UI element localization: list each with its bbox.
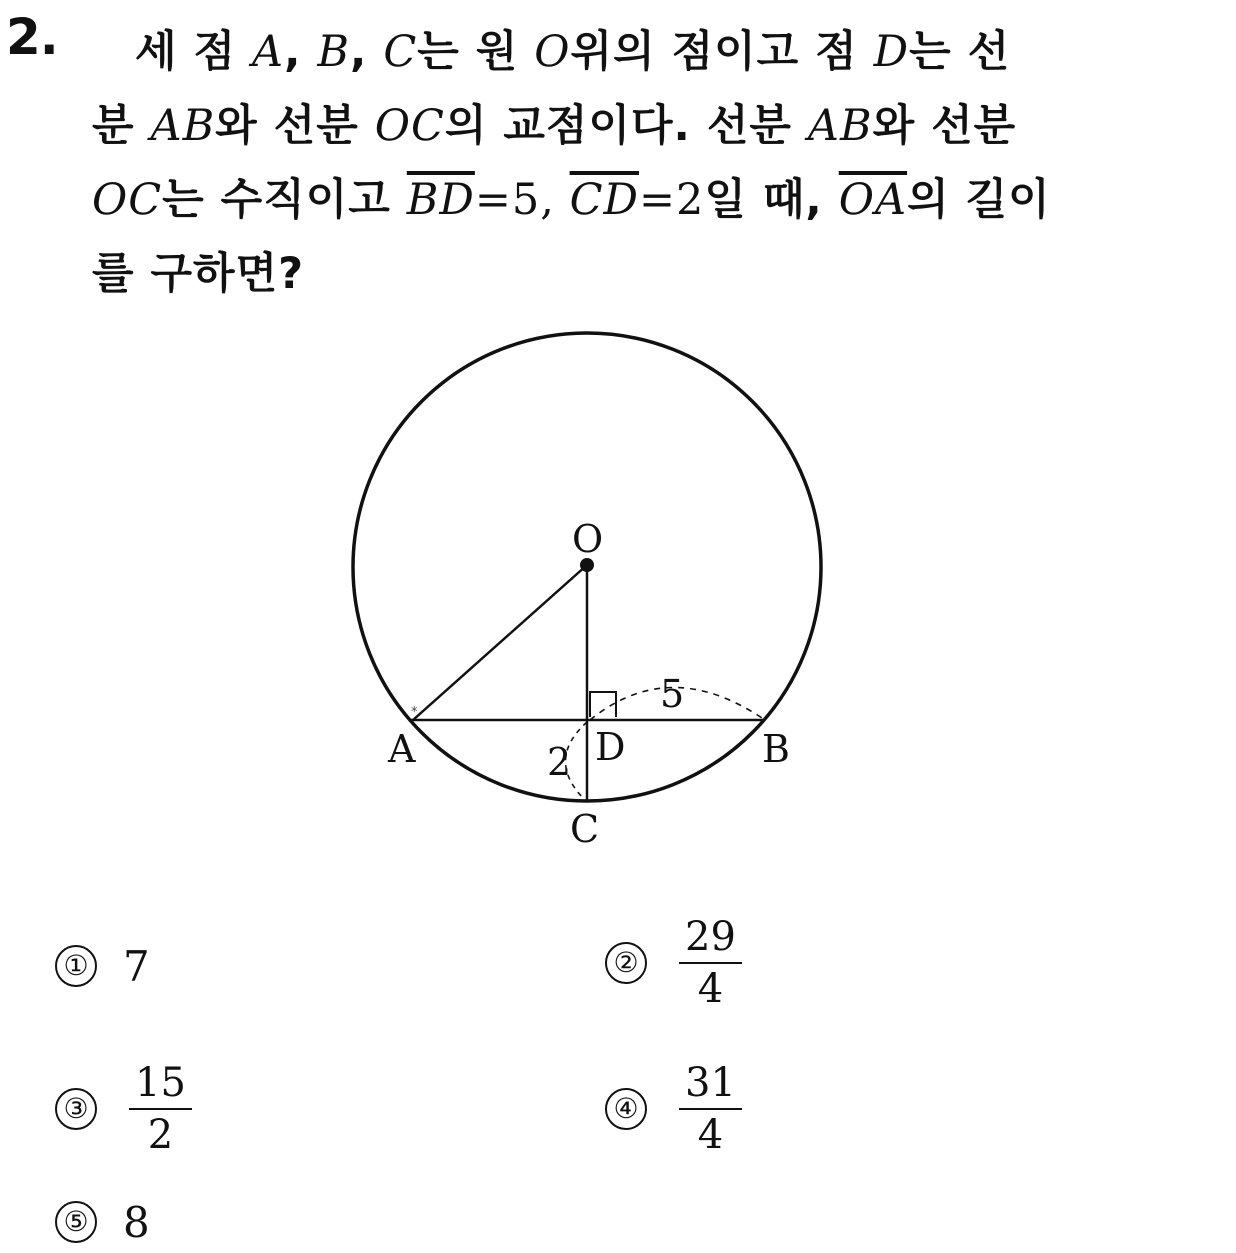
segment-oc: OC [92,175,163,225]
text: 의 교점이다. 선분 [444,101,808,151]
choice-1[interactable] [55,940,150,991]
choice-marker: ① [55,945,97,987]
choice-5[interactable] [55,1196,150,1247]
segment-bd-overline: $\overline{BD}$ [406,175,475,225]
segment-ab: AB [807,101,873,151]
text: 세 점 [135,27,253,77]
segment-cd-overline: $\overline{CD}$ [569,175,639,225]
choice-3[interactable] [55,1058,192,1160]
equation-cd: =2 [639,175,705,225]
angle-mark-a: * [411,705,418,720]
denominator: 2 [147,1112,174,1158]
var-d: D [873,27,910,77]
text: 는 선 [909,27,1011,77]
text: 와 선분 [215,101,375,151]
text: 와 선분 [872,101,1017,151]
label-d: D [595,725,626,769]
choice-4[interactable] [605,1058,742,1160]
choice-marker: ③ [55,1088,97,1130]
label-o: O [572,517,604,561]
choice-value: 8 [123,1197,150,1247]
denominator: 4 [697,966,724,1012]
text: 위의 점이고 점 [570,27,874,77]
choice-value: 7 [123,941,150,991]
fraction [679,912,742,1014]
label-length-cd: 2 [547,740,572,784]
numerator: 15 [129,1058,192,1110]
choice-marker: ⑤ [55,1201,97,1243]
segment-oa-overline: $\overline{OA}$ [838,175,908,225]
label-length-bd: 5 [660,672,685,716]
label-a: A [388,727,416,771]
question-number: 2. [6,8,58,66]
label-c: C [570,807,600,851]
text: 일 때, [704,175,839,225]
var-c: C [383,27,418,77]
var-o: O [534,27,571,77]
segment-oc: OC [374,101,445,151]
segment-ab: AB [150,101,216,151]
numerator: 31 [679,1058,742,1110]
denominator: 4 [697,1112,724,1158]
comma: , [350,27,384,77]
fraction [129,1058,192,1160]
text: 분 [92,101,151,151]
var-a: A [252,27,285,77]
segment-oa [413,565,587,720]
equation-bd: =5, [474,175,570,225]
fraction [679,1058,742,1160]
comma: , [284,27,318,77]
numerator: 29 [679,912,742,964]
choice-marker: ② [605,942,647,984]
text: 는 수직이고 [162,175,407,225]
choice-marker: ④ [605,1088,647,1130]
text: 의 길이 [907,175,1051,225]
label-b: B [762,727,790,771]
choice-2[interactable] [605,912,742,1014]
var-b: B [317,27,351,77]
text: 는 원 [417,27,535,77]
text: 를 구하면? [92,249,305,299]
